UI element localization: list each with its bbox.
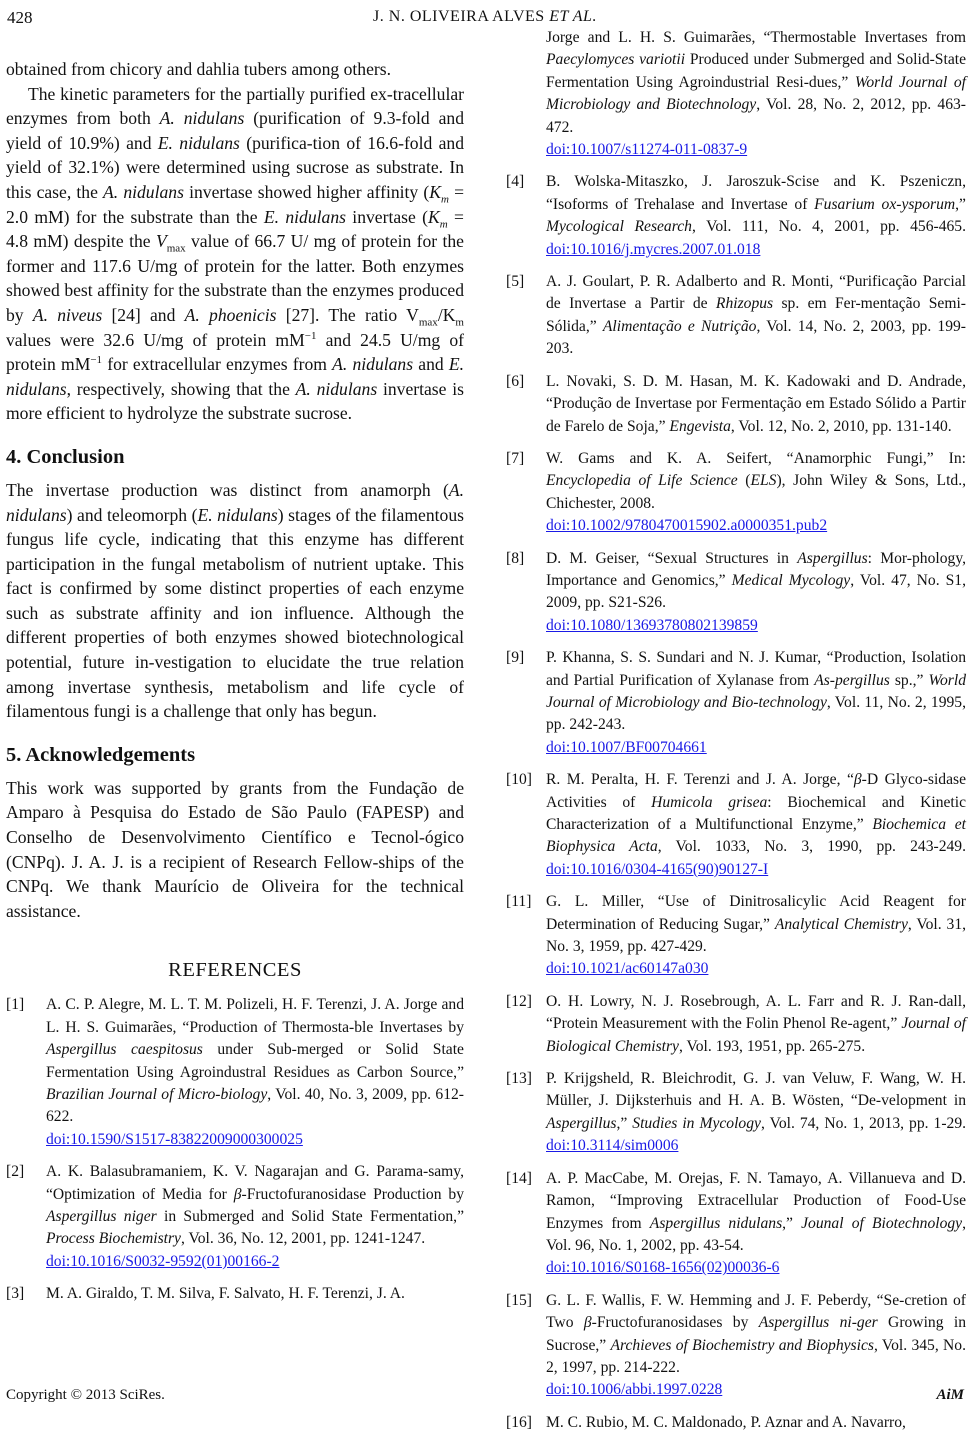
- doi-link[interactable]: doi:10.1007/s11274-011-0837-9: [546, 141, 748, 159]
- reference-8: [8] D. M. Geiser, “Sexual Structures in Aspergillus: Mor-phology, Importance and Genomics,” Medical Mycology, Vol. 47, No. S1, 2009, pp. S21-S26. doi:10.1080/13693780802139859: [506, 549, 967, 634]
- reference-1: [1] A. C. P. Alegre, M. L. T. M. Polizeli, H. F. Terenzi, J. A. Jorge and L. H. S. Guimarães, “Production of Thermosta-ble Invertases by Aspergillus caespitosus under Sub-merged or Solid State Fermentation Using Agroindustral Residues as Carbon Source,” Brazilian Journal of Micro-biology, Vol. 40, No. 3, 2009, pp. 612-622. doi:10.1590/S1517-83822009000300025: [6, 996, 464, 1148]
- conclusion-paragraph: The invertase production was distinct from anamorph (A. nidulans) and teleomorph (E. nidulans) stages of the filamentous fungus life cycle, indicating that this enzyme has different participation in the fungal metabolism of nutrient uptake. This fact is confirmed by some distinct properties of each enzyme such as substrate affinity and ion influence. Although the different properties of both enzymes showed biotechnological potential, future in-vestigation to elucidate the true relation among invertase synthesis, metabolism and life cycle of filamentous fungi is a challenge that only has begun.: [6, 479, 464, 722]
- reference-4: [4] B. Wolska-Mitaszko, J. Jaroszuk-Scise and K. Pszeniczn, “Isoforms of Trehalase and Invertase of Fusarium ox-ysporum,” Mycological Research, Vol. 111, No. 4, 2001, pp. 456-465. doi:10.1016/j.mycres.2007.01.018: [506, 173, 967, 258]
- reference-3-continued: Jorge and L. H. S. Guimarães, “Thermostable Invertases from Paecylomyces variotii Produced under Submerged and Solid-State Fermentation Using Agroindustrial Resi-dues,” World Journal of Microbiology and Biotechnology, Vol. 28, No. 2, 2012, pp. 463-472. doi:10.1007/s11274-011-0837-9: [546, 29, 966, 159]
- left-column: [6, 57, 464, 1306]
- doi-link[interactable]: doi:10.1007/BF00704661: [546, 738, 707, 756]
- reference-16-start: [16] M. C. Rubio, M. C. Maldonado, P. Aznar and A. Navarro,: [506, 1413, 906, 1431]
- reference-13: [13] P. Krijgsheld, R. Bleichrodit, G. J. van Veluw, F. Wang, W. H. Müller, J. Dijksterhuis and H. A. B. Wösten, “De-velopment in Aspergillus,” Studies in Mycology, Vol. 74, No. 1, 2013, pp. 1-29. doi:10.3114/sim0006: [506, 1070, 967, 1155]
- doi-link[interactable]: doi:10.1080/13693780802139859: [546, 616, 758, 634]
- intro-paragraph-end: obtained from chicory and dahlia tubers among others.: [6, 59, 391, 79]
- reference-14: [14] A. P. MacCabe, M. Orejas, F. N. Tamayo, A. Villanueva and D. Ramon, “Improving Extracellular Production of Food-Use Enzymes from Aspergillus nidulans,” Jounal of Biotechnology, Vol. 96, No. 1, 2002, pp. 43-54. doi:10.1016/S0168-1656(02)00036-6: [506, 1169, 966, 1277]
- journal-abbrev: AiM: [936, 1387, 964, 1403]
- doi-link[interactable]: doi:10.1021/ac60147a030: [546, 960, 709, 978]
- kinetic-paragraph: The kinetic parameters for the partially purified ex-tracellular enzymes from both A. nidulans (purification of 9.3-fold and yield of 10.9%) and E. nidulans (purifica-tion of 16.6-fold and yield of 32.1%) were determined using sucrose as substrate. In this case, the A. nidulans invertase showed higher affinity ($K_m = 2.0$ mM) for the substrate than the E. nidulans invertase ($K_m = 4.8$ mM) despite the $V_{max}$ value of 66.7 U/ mg of protein for the former and 117.6 U/mg of protein for the latter. Both enzymes showed best affinity for the substrate than the enzymes produced by A. niveus [24] and A. phoenicis [27]. The ratio $V_{max}/K_m$ values were 32.6 U/mg of protein $mM^{-1}$ and 24.5 U/mg of protein $mM^{-1}$ for extracellular enzymes from A. nidulans and E. nidulans, respectively, showing that the A. nidulans invertase is more efficient to hydrolyze the substrate sucrose.: [6, 83, 465, 424]
- right-column: [506, 27, 966, 1434]
- reference-15: [15] G. L. F. Wallis, F. W. Hemming and J. F. Peberdy, “Se-cretion of Two β-Fructofuranosidases by Aspergillus ni-ger Growing in Sucrose,” Archieves of Biochemistry and Biophysics, Vol. 345, No. 2, 1997, pp. 214-222. doi:10.1006/abbi.1997.0228: [506, 1291, 966, 1399]
- reference-11: [11] G. L. Miller, “Use of Dinitrosalicylic Acid Reagent for Determination of Reducing Sugar,” Analytical Chemistry, Vol. 31, No. 3, 1959, pp. 427-429. doi:10.1021/ac60147a030: [506, 893, 967, 978]
- doi-link[interactable]: doi:10.1016/0304-4165(90)90127-I: [546, 860, 769, 878]
- acknowledgements-heading: 5. Acknowledgements: [6, 743, 196, 766]
- doi-link[interactable]: doi:10.1002/9780470015902.a0000351.pub2: [546, 517, 828, 535]
- reference-5: [5] A. J. Goulart, P. R. Adalberto and R. Monti, “Purificação Parcial de Invertase a Partir de Rhizopus sp. em Fer-mentação Semi-Sólida,” Alimentação e Nutrição, Vol. 14, No. 2, 2003, pp. 199-203.: [506, 273, 966, 358]
- doi-link[interactable]: doi:10.1016/S0032-9592(01)00166-2: [46, 1252, 280, 1270]
- doi-link[interactable]: doi:10.1016/S0168-1656(02)00036-6: [546, 1259, 780, 1277]
- doi-link[interactable]: doi:10.1016/j.mycres.2007.01.018: [546, 240, 761, 258]
- copyright-notice: Copyright © 2013 SciRes.: [6, 1387, 165, 1403]
- doi-link[interactable]: doi:10.1590/S1517-83822009000300025: [46, 1130, 303, 1148]
- page-number: 428: [7, 8, 33, 27]
- reference-3-start: [3] M. A. Giraldo, T. M. Silva, F. Salvato, H. F. Terenzi, J. A.: [6, 1285, 405, 1303]
- page-footer: [0, 1387, 970, 1409]
- reference-6: [6] L. Novaki, S. D. M. Hasan, M. K. Kadowaki and D. Andrade, “Produção de Invertase por Fermentação em Estado Sólido a Partir de Farelo de Soja,” Engevista, Vol. 12, No. 2, 2010, pp. 131-140.: [506, 372, 966, 435]
- reference-10: [10] R. M. Peralta, H. F. Terenzi and J. A. Jorge, “β-D Glyco-sidase Activities of Humicola grisea: Biochemical and Kinetic Characterization of a Multifunctional Enzyme,” Biochemica et Biophysica Acta, Vol. 1033, No. 3, 1990, pp. 243-249. doi:10.1016/0304-4165(90)90127-I: [506, 771, 967, 878]
- reference-12: [12] O. H. Lowry, N. J. Rosebrough, A. L. Farr and R. J. Ran-dall, “Protein Measurement with the Folin Phenol Re-agent,” Journal of Biological Chemistry, Vol. 193, 1951, pp. 265-275.: [506, 992, 967, 1055]
- references-heading: REFERENCES: [168, 959, 302, 982]
- acknowledgements-paragraph: This work was supported by grants from the Fundação de Amparo à Pesquisa do Estado de São Paulo (FAPESP) and Conselho de Desenvolvimento Científico e Tecnol-ógico (CNPq). J. A. J. is a recipient of Research Fellow-ships of the CNPq. We thank Maurício de Oliveira for the technical assistance.: [6, 777, 464, 921]
- reference-2: [2] A. K. Balasubramaniem, K. V. Nagarajan and G. Parama-samy, “Optimization of Media for β-Fructofuranosidase Production by Aspergillus niger in Submerged and Solid State Fermentation,” Process Biochemistry, Vol. 36, No. 12, 2001, pp. 1241-1247. doi:10.1016/S0032-9592(01)00166-2: [6, 1163, 464, 1270]
- reference-7: [7] W. Gams and K. A. Seifert, “Anamorphic Fungi,” In: Encyclopedia of Life Science (ELS), John Wiley & Sons, Ltd., Chichester, 2008. doi:10.1002/9780470015902.a0000351.pub2: [506, 449, 966, 535]
- running-head: J. N. OLIVEIRA ALVES ET AL.: [373, 8, 597, 25]
- reference-9: [9] P. Khanna, S. S. Sundari and N. J. Kumar, “Production, Isolation and Partial Purification of Xylanase from As-pergillus sp.,” World Journal of Microbiology and Bio-technology, Vol. 11, No. 2, 1995, pp. 242-243. doi:10.1007/BF00704661: [506, 649, 967, 756]
- doi-link[interactable]: doi:10.1006/abbi.1997.0228: [546, 1381, 723, 1399]
- doi-link[interactable]: doi:10.3114/sim0006: [546, 1137, 679, 1155]
- conclusion-heading: 4. Conclusion: [6, 445, 125, 468]
